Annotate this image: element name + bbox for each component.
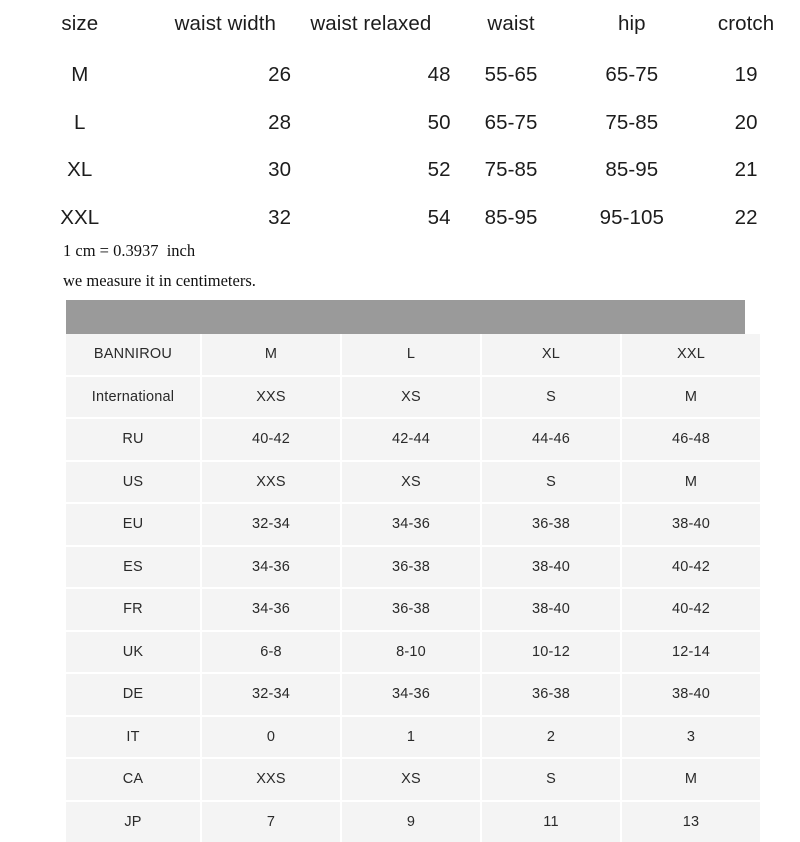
cell-value: 6-8 xyxy=(202,632,342,675)
cell-size: XXL xyxy=(0,194,160,242)
cell-value: 1 xyxy=(342,717,482,760)
cell-value: 7 xyxy=(202,802,342,842)
cell-waist-relaxed: 50 xyxy=(291,99,451,147)
table-row xyxy=(66,589,760,632)
cell-waist-relaxed: 54 xyxy=(291,194,451,242)
row-label-fr: FR xyxy=(66,589,202,632)
cell-value: 38-40 xyxy=(622,504,760,547)
cell-hip: 65-75 xyxy=(571,52,692,100)
row-label-eu: EU xyxy=(66,504,202,547)
cell-value: 40-42 xyxy=(202,419,342,462)
table-row xyxy=(66,802,760,842)
cell-value: S xyxy=(482,462,622,505)
cell-waist: 75-85 xyxy=(451,147,572,195)
cell-value: 34-36 xyxy=(342,674,482,717)
cell-value: 40-42 xyxy=(622,547,760,590)
table-row xyxy=(66,462,760,505)
cell-waist-relaxed: 52 xyxy=(291,147,451,195)
cell-value: 13 xyxy=(622,802,760,842)
cell-value: S xyxy=(482,759,622,802)
cell-waist-width: 32 xyxy=(160,194,292,242)
cell-value: XS xyxy=(342,462,482,505)
cell-value: 36-38 xyxy=(482,504,622,547)
cell-value: 40-42 xyxy=(622,589,760,632)
row-label-ru: RU xyxy=(66,419,202,462)
notes-block xyxy=(63,236,763,296)
cell-waist-width: 28 xyxy=(160,99,292,147)
row-label-jp: JP xyxy=(66,802,202,842)
cell-value: 11 xyxy=(482,802,622,842)
cell-value: XXS xyxy=(202,377,342,420)
table-row xyxy=(66,759,760,802)
table-row xyxy=(0,99,800,147)
table-row xyxy=(66,504,760,547)
cell-value: XXL xyxy=(622,334,760,377)
cell-value: M xyxy=(622,462,760,505)
cell-waist: 55-65 xyxy=(451,52,572,100)
international-size-conversion-table xyxy=(66,300,745,842)
cell-value: 0 xyxy=(202,717,342,760)
table-row xyxy=(0,194,800,242)
cell-hip: 85-95 xyxy=(571,147,692,195)
cell-size: L xyxy=(0,99,160,147)
table-row xyxy=(66,674,760,717)
cell-value: 34-36 xyxy=(342,504,482,547)
row-label-de: DE xyxy=(66,674,202,717)
cell-value: 38-40 xyxy=(482,547,622,590)
table-row xyxy=(66,334,760,377)
cell-hip: 95-105 xyxy=(571,194,692,242)
cell-value: 10-12 xyxy=(482,632,622,675)
cell-value: 32-34 xyxy=(202,674,342,717)
cell-value: XXS xyxy=(202,462,342,505)
cell-size: M xyxy=(0,52,160,100)
cell-hip: 75-85 xyxy=(571,99,692,147)
measurement-table xyxy=(0,0,800,242)
cell-value: M xyxy=(202,334,342,377)
cell-value: 34-36 xyxy=(202,547,342,590)
column-header-waist-relaxed: waist relaxed xyxy=(291,0,451,52)
cell-crotch: 22 xyxy=(692,194,800,242)
cell-waist-width: 26 xyxy=(160,52,292,100)
table-row xyxy=(66,547,760,590)
column-header-size: size xyxy=(0,0,160,52)
cell-value: 38-40 xyxy=(482,589,622,632)
measurement-table-grid xyxy=(0,0,800,242)
column-header-crotch: crotch xyxy=(692,0,800,52)
row-label-it: IT xyxy=(66,717,202,760)
cell-value: 2 xyxy=(482,717,622,760)
conversion-table-header-band xyxy=(66,300,745,334)
cell-size: XL xyxy=(0,147,160,195)
cell-value: 36-38 xyxy=(342,589,482,632)
measurement-header-row xyxy=(0,0,800,52)
cell-value: S xyxy=(482,377,622,420)
cell-waist: 85-95 xyxy=(451,194,572,242)
measurement-table-head xyxy=(0,0,800,52)
cell-value: M xyxy=(622,377,760,420)
row-label-international: International xyxy=(66,377,202,420)
cell-value: XS xyxy=(342,377,482,420)
cell-crotch: 20 xyxy=(692,99,800,147)
cell-crotch: 19 xyxy=(692,52,800,100)
row-label-bannirou: BANNIROU xyxy=(66,334,202,377)
cell-value: 32-34 xyxy=(202,504,342,547)
cell-waist-relaxed: 48 xyxy=(291,52,451,100)
column-header-waist: waist xyxy=(451,0,572,52)
cell-value: 44-46 xyxy=(482,419,622,462)
measurement-table-body xyxy=(0,52,800,242)
conversion-table-body xyxy=(66,334,760,842)
cell-value: XL xyxy=(482,334,622,377)
table-row xyxy=(66,717,760,760)
cell-value: 36-38 xyxy=(342,547,482,590)
cell-value: 12-14 xyxy=(622,632,760,675)
cell-crotch: 21 xyxy=(692,147,800,195)
cell-value: XXS xyxy=(202,759,342,802)
cell-value: 34-36 xyxy=(202,589,342,632)
note-measurement-unit: we measure it in centimeters. xyxy=(63,266,763,296)
cell-value: 8-10 xyxy=(342,632,482,675)
cell-value: 3 xyxy=(622,717,760,760)
table-row xyxy=(66,377,760,420)
column-header-hip: hip xyxy=(571,0,692,52)
table-row xyxy=(0,147,800,195)
table-row xyxy=(66,632,760,675)
cell-value: 9 xyxy=(342,802,482,842)
row-label-uk: UK xyxy=(66,632,202,675)
conversion-table-grid xyxy=(66,334,760,842)
cell-value: 36-38 xyxy=(482,674,622,717)
cell-value: XS xyxy=(342,759,482,802)
cell-value: L xyxy=(342,334,482,377)
cell-waist: 65-75 xyxy=(451,99,572,147)
cell-value: 42-44 xyxy=(342,419,482,462)
table-row xyxy=(0,52,800,100)
cell-value: 38-40 xyxy=(622,674,760,717)
cell-value: M xyxy=(622,759,760,802)
cell-value: 46-48 xyxy=(622,419,760,462)
row-label-us: US xyxy=(66,462,202,505)
row-label-es: ES xyxy=(66,547,202,590)
row-label-ca: CA xyxy=(66,759,202,802)
note-cm-to-inch: 1 cm = 0.3937 inch xyxy=(63,236,763,266)
column-header-waist-width: waist width xyxy=(160,0,292,52)
cell-waist-width: 30 xyxy=(160,147,292,195)
table-row xyxy=(66,419,760,462)
